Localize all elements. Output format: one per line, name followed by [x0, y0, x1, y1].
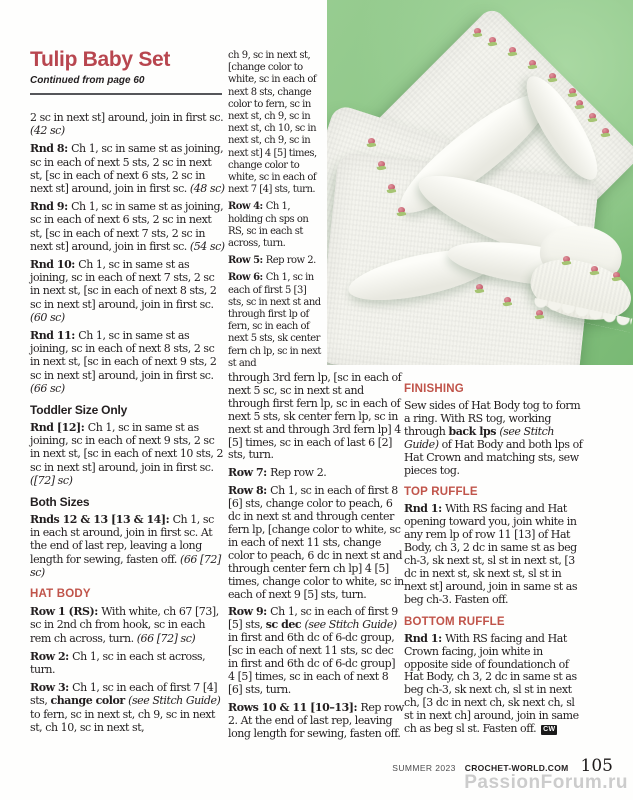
pattern-paragraph: Rows 10 & 11 [10–13]: Rep row 2. At the end of last rep, leaving long length for sewing, fasten off. [228, 700, 405, 740]
section-heading: BOTTOM RUFFLE [404, 615, 505, 628]
continued-from-note: Continued from page 60 [30, 75, 145, 86]
page-title: Tulip Baby Set [30, 48, 171, 71]
pattern-paragraph: Rnd 10: Ch 1, sc in same st as joining, sc in each of next 7 sts, 2 sc in next st, [sc in each of next 8 sts, 2 sc in next st] around, join in first sc. (60 sc) [30, 258, 217, 324]
pattern-paragraph: ch 9, sc in next st, [change color to white, sc in each of next 8 sts, change color to fern, sc in next st, ch 9, sc in next st, ch 10, sc in next st, ch 9, sc in next st] 4 [5] times, change color to white, sc in each of next 7 [4] sts, turn. [228, 50, 317, 196]
pattern-paragraph: Row 9: Ch 1, sc in each of first 9 [5] sts, sc dec (see Stitch Guide) in first and 6th dc of 6-dc group, [sc in each of next 11 sts, sc dec in first and 6th dc of 6-dc group] 4 [5] times, sc in each of next 8 [6] sts, turn. [228, 605, 398, 696]
tulip-motif [488, 37, 497, 47]
pattern-paragraph: Sew sides of Hat Body tog to form a ring. With RS tog, working through back lps (see Stitch Guide) of Hat Body and both lps of Hat Crown and matching sts, sew pieces tog. [404, 399, 583, 477]
tulip-motif [612, 272, 621, 282]
end-of-article-icon: CW [543, 726, 556, 734]
pattern-paragraph: Rnd 9: Ch 1, sc in same st as joining, sc in each of next 6 sts, 2 sc in next st, [sc in each of next 7 sts, 2 sc in next st] around, join in first sc. (54 sc) [30, 200, 225, 253]
pattern-paragraph: Row 2: Ch 1, sc in each st across, turn. [30, 649, 206, 676]
pattern-paragraph: Rnd 1: With RS facing and Hat Crown facing, join white in opposite side of foundationch of Hat Body, ch 3, 2 dc in same st as beg ch-3, sk next ch, sl st in next ch, [3 dc in next ch, sk next ch, sl st in next ch] around, join in same ch as beg sl st. Fasten off. CW [404, 631, 579, 736]
tulip-motif [475, 284, 484, 294]
tulip-motif [387, 184, 396, 194]
tulip-motif [575, 100, 584, 110]
pattern-paragraph: Row 7: Rep row 2. [228, 466, 327, 480]
pattern-paragraph: Rnd 8: Ch 1, sc in same st as joining, sc in each of next 5 sts, 2 sc in next st, [sc in each of next 6 sts, 2 sc in next st] around, join in first sc. (48 sc) [30, 142, 225, 196]
tulip-motif [535, 310, 544, 320]
pattern-paragraph: through 3rd fern lp, [sc in each of next 5 sc, sc in next st and through first fern lp, sc in each of next 5 sts, sk center fern lp, sc in next st and through 3rd fern lp] 4 [5] times, sc in each of last 6 [2] sts, turn. [228, 371, 402, 462]
tulip-motif [588, 113, 597, 123]
pattern-column-2-top [228, 50, 324, 375]
pattern-paragraph: Row 5: Rep row 2. [228, 255, 316, 267]
pattern-paragraph: Rnds 12 & 13 [13 & 14]: Ch 1, sc in each st around, join in first sc. At the end of last rep, leaving a long length for sewing, fasten off. (66 [72] sc) [30, 513, 221, 579]
tulip-motif [590, 266, 599, 276]
tulip-motif [377, 161, 386, 171]
blanket-photo [327, 0, 633, 365]
tulip-motif [601, 128, 610, 138]
tulip-motif [503, 297, 512, 307]
tulip-motif [568, 88, 577, 98]
tulip-motif [397, 207, 406, 217]
pattern-column-3 [404, 374, 584, 741]
tulip-motif [528, 60, 537, 70]
pattern-paragraph: Row 1 (RS): With white, ch 67 [73], sc in 2nd ch from hook, sc in each rem ch across, turn. (66 [72] sc) [30, 605, 219, 645]
pattern-column-2-bottom [228, 372, 404, 745]
pattern-paragraph: Rnd 1: With RS facing and Hat opening toward you, join white in any rem lp of row 11 [13] of Hat Body, ch 3, 2 dc in same st as beg ch-3, sk next st, sl st in next st, [3 dc in next st, sk next st, sl st in next st] around, join in same st as beg ch-3. Fasten off. [404, 502, 578, 606]
pattern-text-column-1 [30, 111, 226, 734]
sub-heading: Both Sizes [30, 495, 90, 510]
pattern-paragraph: Row 3: Ch 1, sc in each of first 7 [4] sts, change color (see Stitch Guide) to fern, sc in next st, ch 9, sc in next st, ch 10, sc in next st, [30, 681, 221, 734]
sub-heading: Toddler Size Only [30, 403, 128, 418]
pattern-paragraph: 2 sc in next st] around, join in first sc. (42 sc) [30, 111, 224, 138]
pattern-paragraph: Row 8: Ch 1, sc in each of first 8 [6] sts, change color to peach, 6 dc in next st and through center fern lp, [change color to white, sc in each of next 11 sts, change color to peach, 6 dc in next st and through center fern ch lp] 4 [5] times, change color to white, sc in each of next 9 [5] sts, turn. [228, 484, 404, 601]
title-rule [30, 93, 222, 95]
pattern-paragraph: Rnd [12]: Ch 1, sc in same st as joining, sc in each of next 9 sts, 2 sc in next st, [sc in each of next 10 sts, 2 sc in next st] around, join in first sc. ([72] sc) [30, 421, 224, 487]
section-heading: TOP RUFFLE [404, 486, 478, 499]
pattern-paragraph: Row 6: Ch 1, sc in each of first 5 [3] sts, sc in next st and through first lp of fern, sc in each of next 5 sts, sk center fern ch lp, sc in next st and [228, 272, 321, 369]
footer-issue: SUMMER 2023 [392, 763, 456, 773]
tulip-motif [473, 28, 482, 38]
pattern-paragraph: Row 4: Ch 1, holding ch sps on RS, sc in each st across, turn. [228, 201, 309, 250]
section-heading: HAT BODY [30, 588, 91, 601]
watermark: PassionForum.ru [464, 772, 628, 793]
tulip-motif [548, 73, 557, 83]
footer-site: CROCHET-WORLD.COM [464, 763, 569, 773]
page-number: 105 [580, 756, 613, 776]
section-heading: FINISHING [404, 383, 464, 395]
tulip-motif [562, 256, 571, 266]
pattern-paragraph: Rnd 11: Ch 1, sc in same st as joining, sc in each of next 8 sts, 2 sc in next st, [sc in each of next 9 sts, 2 sc in next st] around, join in first sc. (66 sc) [30, 329, 217, 395]
tulip-motif [367, 138, 376, 148]
pattern-column-1 [30, 48, 226, 739]
tulip-motif [508, 47, 517, 57]
